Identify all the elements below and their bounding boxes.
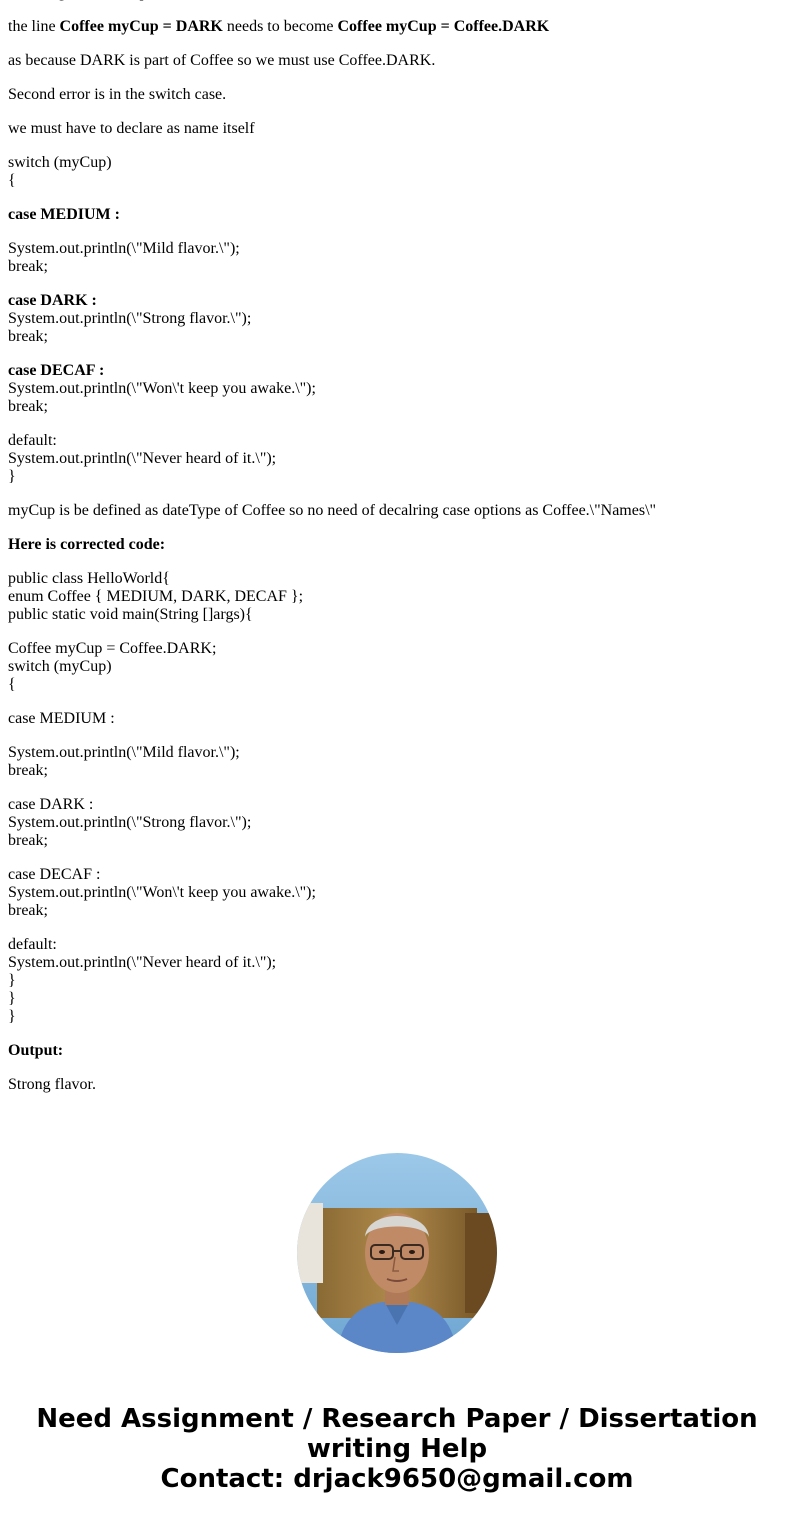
code-line: switch (myCup) <box>8 658 112 675</box>
code-line: enum Coffee { MEDIUM, DARK, DECAF }; <box>8 588 304 605</box>
footer-line: Need Assignment / Research Paper / Dissertation <box>36 1404 758 1434</box>
old-code: Coffee myCup = DARK <box>59 18 223 35</box>
code-line: System.out.println(\"Mild flavor.\"); <box>8 240 240 257</box>
declare-note-text: we must have to declare as name itself <box>8 120 255 137</box>
code-line: default: <box>8 936 57 953</box>
code-line: public static void main(String []args){ <box>8 606 253 623</box>
code-line: { <box>8 172 16 189</box>
code-line: System.out.println(\"Never heard of it.\"); <box>8 954 277 971</box>
avatar <box>297 1153 497 1353</box>
code-line: } <box>8 990 16 1007</box>
code-line: case DECAF : <box>8 866 101 883</box>
code-line: break; <box>8 832 48 849</box>
output-value: Strong flavor. <box>8 1076 96 1093</box>
code-line: public class HelloWorld{ <box>8 570 170 587</box>
code-line: break; <box>8 762 48 779</box>
code-line: System.out.println(\"Never heard of it.\"); <box>8 450 277 467</box>
corrected-header-block <box>8 570 788 624</box>
explanation-text: myCup is be defined as dateType of Coffee so no need of decalring case options as Coffee.\"Names\" <box>8 502 657 519</box>
code-line: break; <box>8 902 48 919</box>
default-block <box>8 432 788 486</box>
contact-footer <box>0 1404 794 1494</box>
code-line: System.out.println(\"Strong flavor.\"); <box>8 814 252 831</box>
code-line: } <box>8 1008 16 1025</box>
code-line: default: <box>8 432 57 449</box>
corrected-case-medium: case MEDIUM : <box>8 710 115 727</box>
answer-content <box>8 0 788 1110</box>
code-line: } <box>8 972 16 989</box>
correction-sentence: the line Coffee myCup = DARK needs to become Coffee myCup = Coffee.DARK <box>8 18 550 35</box>
new-code: Coffee myCup = Coffee.DARK <box>337 18 550 35</box>
code-line: } <box>8 468 16 485</box>
dark-block <box>8 292 788 346</box>
code-line: Coffee myCup = Coffee.DARK; <box>8 640 217 657</box>
corrected-heading: Here is corrected code: <box>8 536 166 553</box>
second-error-text: Second error is in the switch case. <box>8 86 227 103</box>
code-line: System.out.println(\"Won\'t keep you awake.\"); <box>8 884 316 901</box>
switch-block <box>8 154 788 190</box>
code-line: switch (myCup) <box>8 154 112 171</box>
case-decaf-heading: case DECAF : <box>8 362 105 379</box>
avatar-photo <box>297 1153 497 1353</box>
code-line: { <box>8 676 16 693</box>
corrected-medium-block <box>8 744 788 780</box>
corrected-switch-block <box>8 640 788 694</box>
code-line: System.out.println(\"Mild flavor.\"); <box>8 744 240 761</box>
code-line: System.out.println(\"Strong flavor.\"); <box>8 310 252 327</box>
reason-text: as because DARK is part of Coffee so we must use Coffee.DARK. <box>8 52 436 69</box>
case-medium-heading: case MEDIUM : <box>8 206 120 223</box>
code-line: break; <box>8 398 48 415</box>
question-text <box>8 0 788 2</box>
code-line: break; <box>8 258 48 275</box>
corrected-dark-block <box>8 796 788 850</box>
code-line: System.out.println(\"Won\'t keep you awake.\"); <box>8 380 316 397</box>
decaf-block <box>8 362 788 416</box>
corrected-decaf-block <box>8 866 788 920</box>
corrected-default-block <box>8 936 788 1026</box>
case-dark-heading: case DARK : <box>8 292 97 309</box>
footer-contact: Contact: drjack9650@gmail.com <box>160 1464 634 1494</box>
code-line: case DARK : <box>8 796 94 813</box>
medium-block <box>8 240 788 276</box>
code-line: break; <box>8 328 48 345</box>
output-heading: Output: <box>8 1042 64 1059</box>
footer-line: writing Help <box>306 1434 488 1464</box>
